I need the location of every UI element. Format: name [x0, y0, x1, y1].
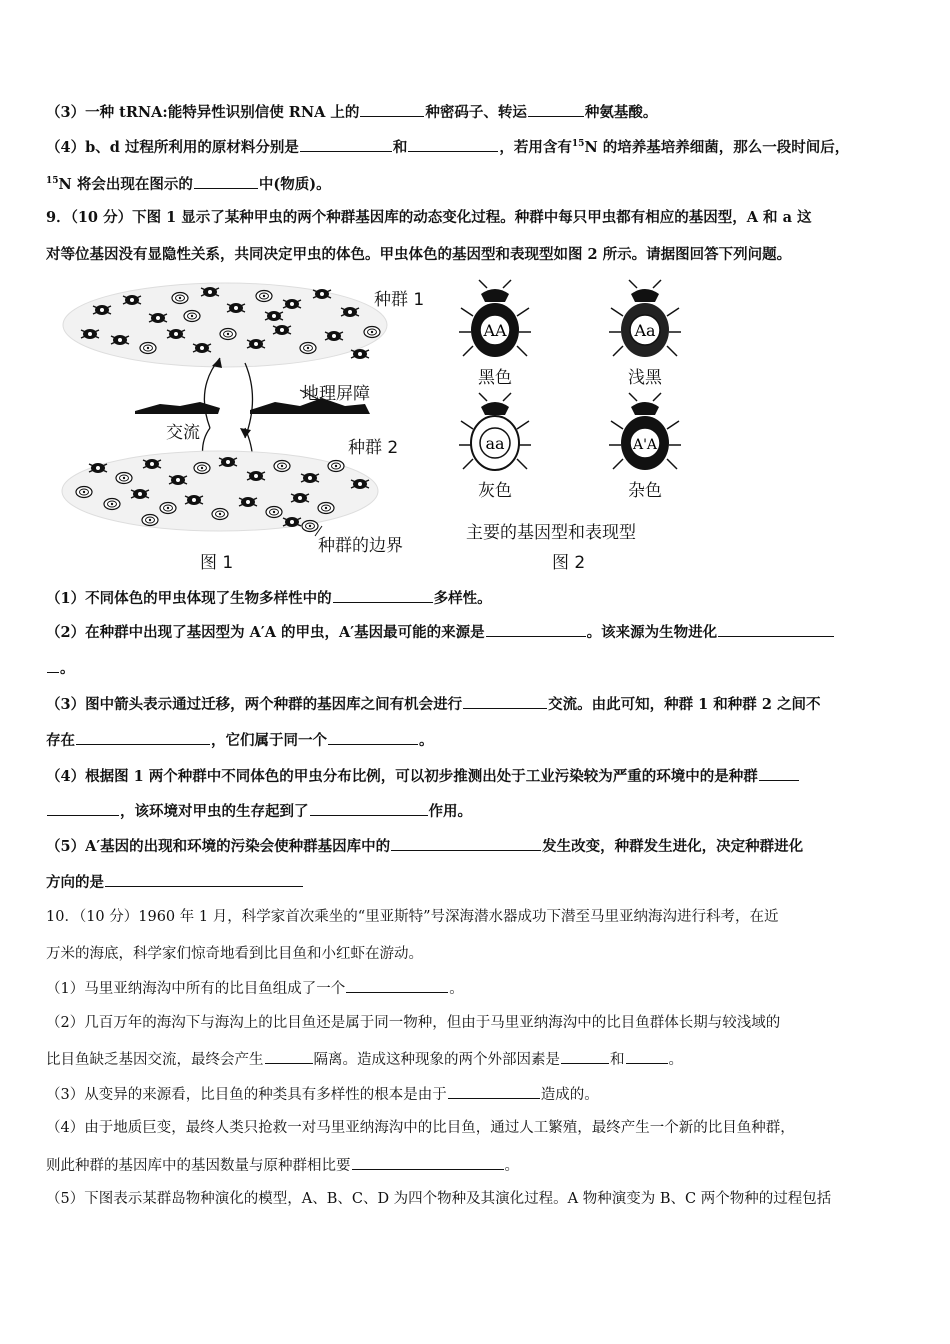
q9-sub2-cont: 。: [46, 658, 75, 679]
q9-sub5: （5）A′基因的出现和环境的污染会使种群基因库中的 发生改变，种群发生进化，决定种群进化: [46, 838, 804, 855]
genotype-label: aa: [485, 434, 505, 453]
phenotype-label: 浅黑: [628, 368, 662, 388]
q9-intro-1: 9．（10 分）下图 1 显示了某种甲虫的两个种群基因库的动态变化过程。种群中每只甲虫都有相应的基因型，A 和 a 这: [46, 209, 812, 226]
q9-sub1: （1）不同体色的甲虫体现了生物多样性中的 多样性。: [46, 590, 492, 607]
answer-blank[interactable]: [391, 836, 541, 851]
fig1-label-boundary: 种群的边界: [318, 536, 403, 556]
q9-sub3: （3）图中箭头表示通过迁移，两个种群的基因库之间有机会进行 交流。由此可知，种群 1 和种群 2 之间不: [46, 696, 821, 713]
answer-blank[interactable]: [328, 730, 418, 745]
answer-blank[interactable]: [486, 622, 586, 637]
q9-sub4-cont: ，该环境对甲虫的生存起到了 作用。: [46, 801, 472, 822]
answer-blank[interactable]: [265, 1049, 313, 1064]
q10-sub1: （1）马里亚纳海沟中所有的比目鱼组成了一个 。: [46, 978, 464, 999]
figure-2-subtitle: 主要的基因型和表现型: [466, 523, 636, 543]
answer-blank[interactable]: [759, 766, 799, 781]
answer-blank[interactable]: [310, 801, 428, 816]
fig1-label-pop2: 种群 2: [348, 438, 399, 458]
answer-blank[interactable]: [463, 694, 547, 709]
q9-sub5-cont: 方向的是: [46, 872, 304, 893]
q9-sub2: （2）在种群中出现了基因型为 A′A 的甲虫，A′基因最可能的来源是 。该来源为生物进化: [46, 622, 835, 643]
q10-intro-2: 万米的海底，科学家们惊奇地看到比目鱼和小红虾在游动。: [46, 946, 423, 962]
q9-intro-2: 对等位基因没有显隐性关系，共同决定甲虫的体色。甲虫体色的基因型和表现型如图 2 所示。请据图回答下列问题。: [46, 246, 792, 263]
answer-blank[interactable]: [76, 730, 210, 745]
answer-blank[interactable]: [47, 801, 119, 816]
beetle-aa-icon: [459, 393, 531, 470]
answer-blank[interactable]: [528, 102, 584, 117]
answer-blank[interactable]: [561, 1049, 609, 1064]
fig1-label-pop1: 种群 1: [374, 290, 425, 310]
q10-sub5: （5）下图表示某群岛物种演化的模型，A、B、C、D 为四个物种及其演化过程。A 物种演变为 B、C 两个物种的过程包括: [46, 1191, 832, 1207]
phenotype-label: 杂色: [628, 481, 662, 501]
answer-blank[interactable]: [718, 622, 834, 637]
genotype-label: A'A: [632, 437, 658, 453]
genotype-label: Aa: [634, 321, 656, 340]
answer-blank[interactable]: [105, 872, 303, 887]
q10-sub4-cont: 则此种群的基因库中的基因数量与原种群相比要 。: [46, 1155, 519, 1176]
q8-part3: （3）一种 tRNA:能特异性识别信使 RNA 上的 种密码子、转运 种氨基酸。: [46, 104, 658, 121]
q10-intro-1: 10．（10 分）1960 年 1 月，科学家首次乘坐的“里亚斯特”号深海潜水器成功下潜至马里亚纳海沟进行科考，在近: [46, 909, 779, 925]
fig1-label-barrier: 地理屏障: [302, 384, 370, 404]
fig1-label-exchange: 交流: [166, 423, 200, 443]
q9-sub3-cont: 存在 ，它们属于同一个 。: [46, 732, 434, 749]
phenotype-label: 黑色: [478, 368, 512, 388]
answer-blank[interactable]: [626, 1049, 668, 1064]
q10-sub4: （4）由于地质巨变，最终人类只抢救一对马里亚纳海沟中的比目鱼，通过人工繁殖，最终产生一个新的比目鱼种群，: [46, 1120, 795, 1136]
answer-blank[interactable]: [47, 658, 59, 673]
answer-blank[interactable]: [194, 174, 258, 189]
genotype-label: AA: [483, 321, 507, 340]
q10-sub3: （3）从变异的来源看，比目鱼的种类具有多样性的根本是由于 造成的。: [46, 1084, 599, 1105]
answer-blank[interactable]: [346, 978, 448, 993]
figure-1-caption: 图 1: [200, 553, 234, 573]
q8-part4-cont: $^{15}$N 将会出现在图示的 中(物质)。: [46, 176, 331, 193]
answer-blank[interactable]: [448, 1084, 540, 1099]
answer-blank[interactable]: [300, 137, 392, 152]
answer-blank[interactable]: [408, 137, 498, 152]
q9-sub4: （4）根据图 1 两个种群中不同体色的甲虫分布比例，可以初步推测出处于工业污染较为严重的环境中的是种群: [46, 766, 800, 787]
q8-part4: （4）b、d 过程所利用的原材料分别是 和 ，若用含有$^{15}$N 的培养基培养细菌，那么一段时间后，: [46, 139, 850, 156]
beetle-AA-icon: [459, 280, 531, 357]
figure-2: [455, 278, 715, 508]
q10-sub2: （2）几百万年的海沟下与海沟上的比目鱼还是属于同一物种，但由于马里亚纳海沟中的比目鱼群体长期与较浅域的: [46, 1015, 781, 1031]
answer-blank[interactable]: [352, 1155, 504, 1170]
answer-blank[interactable]: [333, 588, 433, 603]
beetle-A-prime-A-icon: [609, 393, 681, 470]
figure-2-caption: 图 2: [552, 553, 586, 573]
phenotype-label: 灰色: [478, 481, 512, 501]
answer-blank[interactable]: [360, 102, 424, 117]
q10-sub2-cont: 比目鱼缺乏基因交流，最终会产生 隔离。造成这种现象的两个外部因素是 和 。: [46, 1049, 683, 1070]
beetle-Aa-icon: [609, 280, 681, 357]
